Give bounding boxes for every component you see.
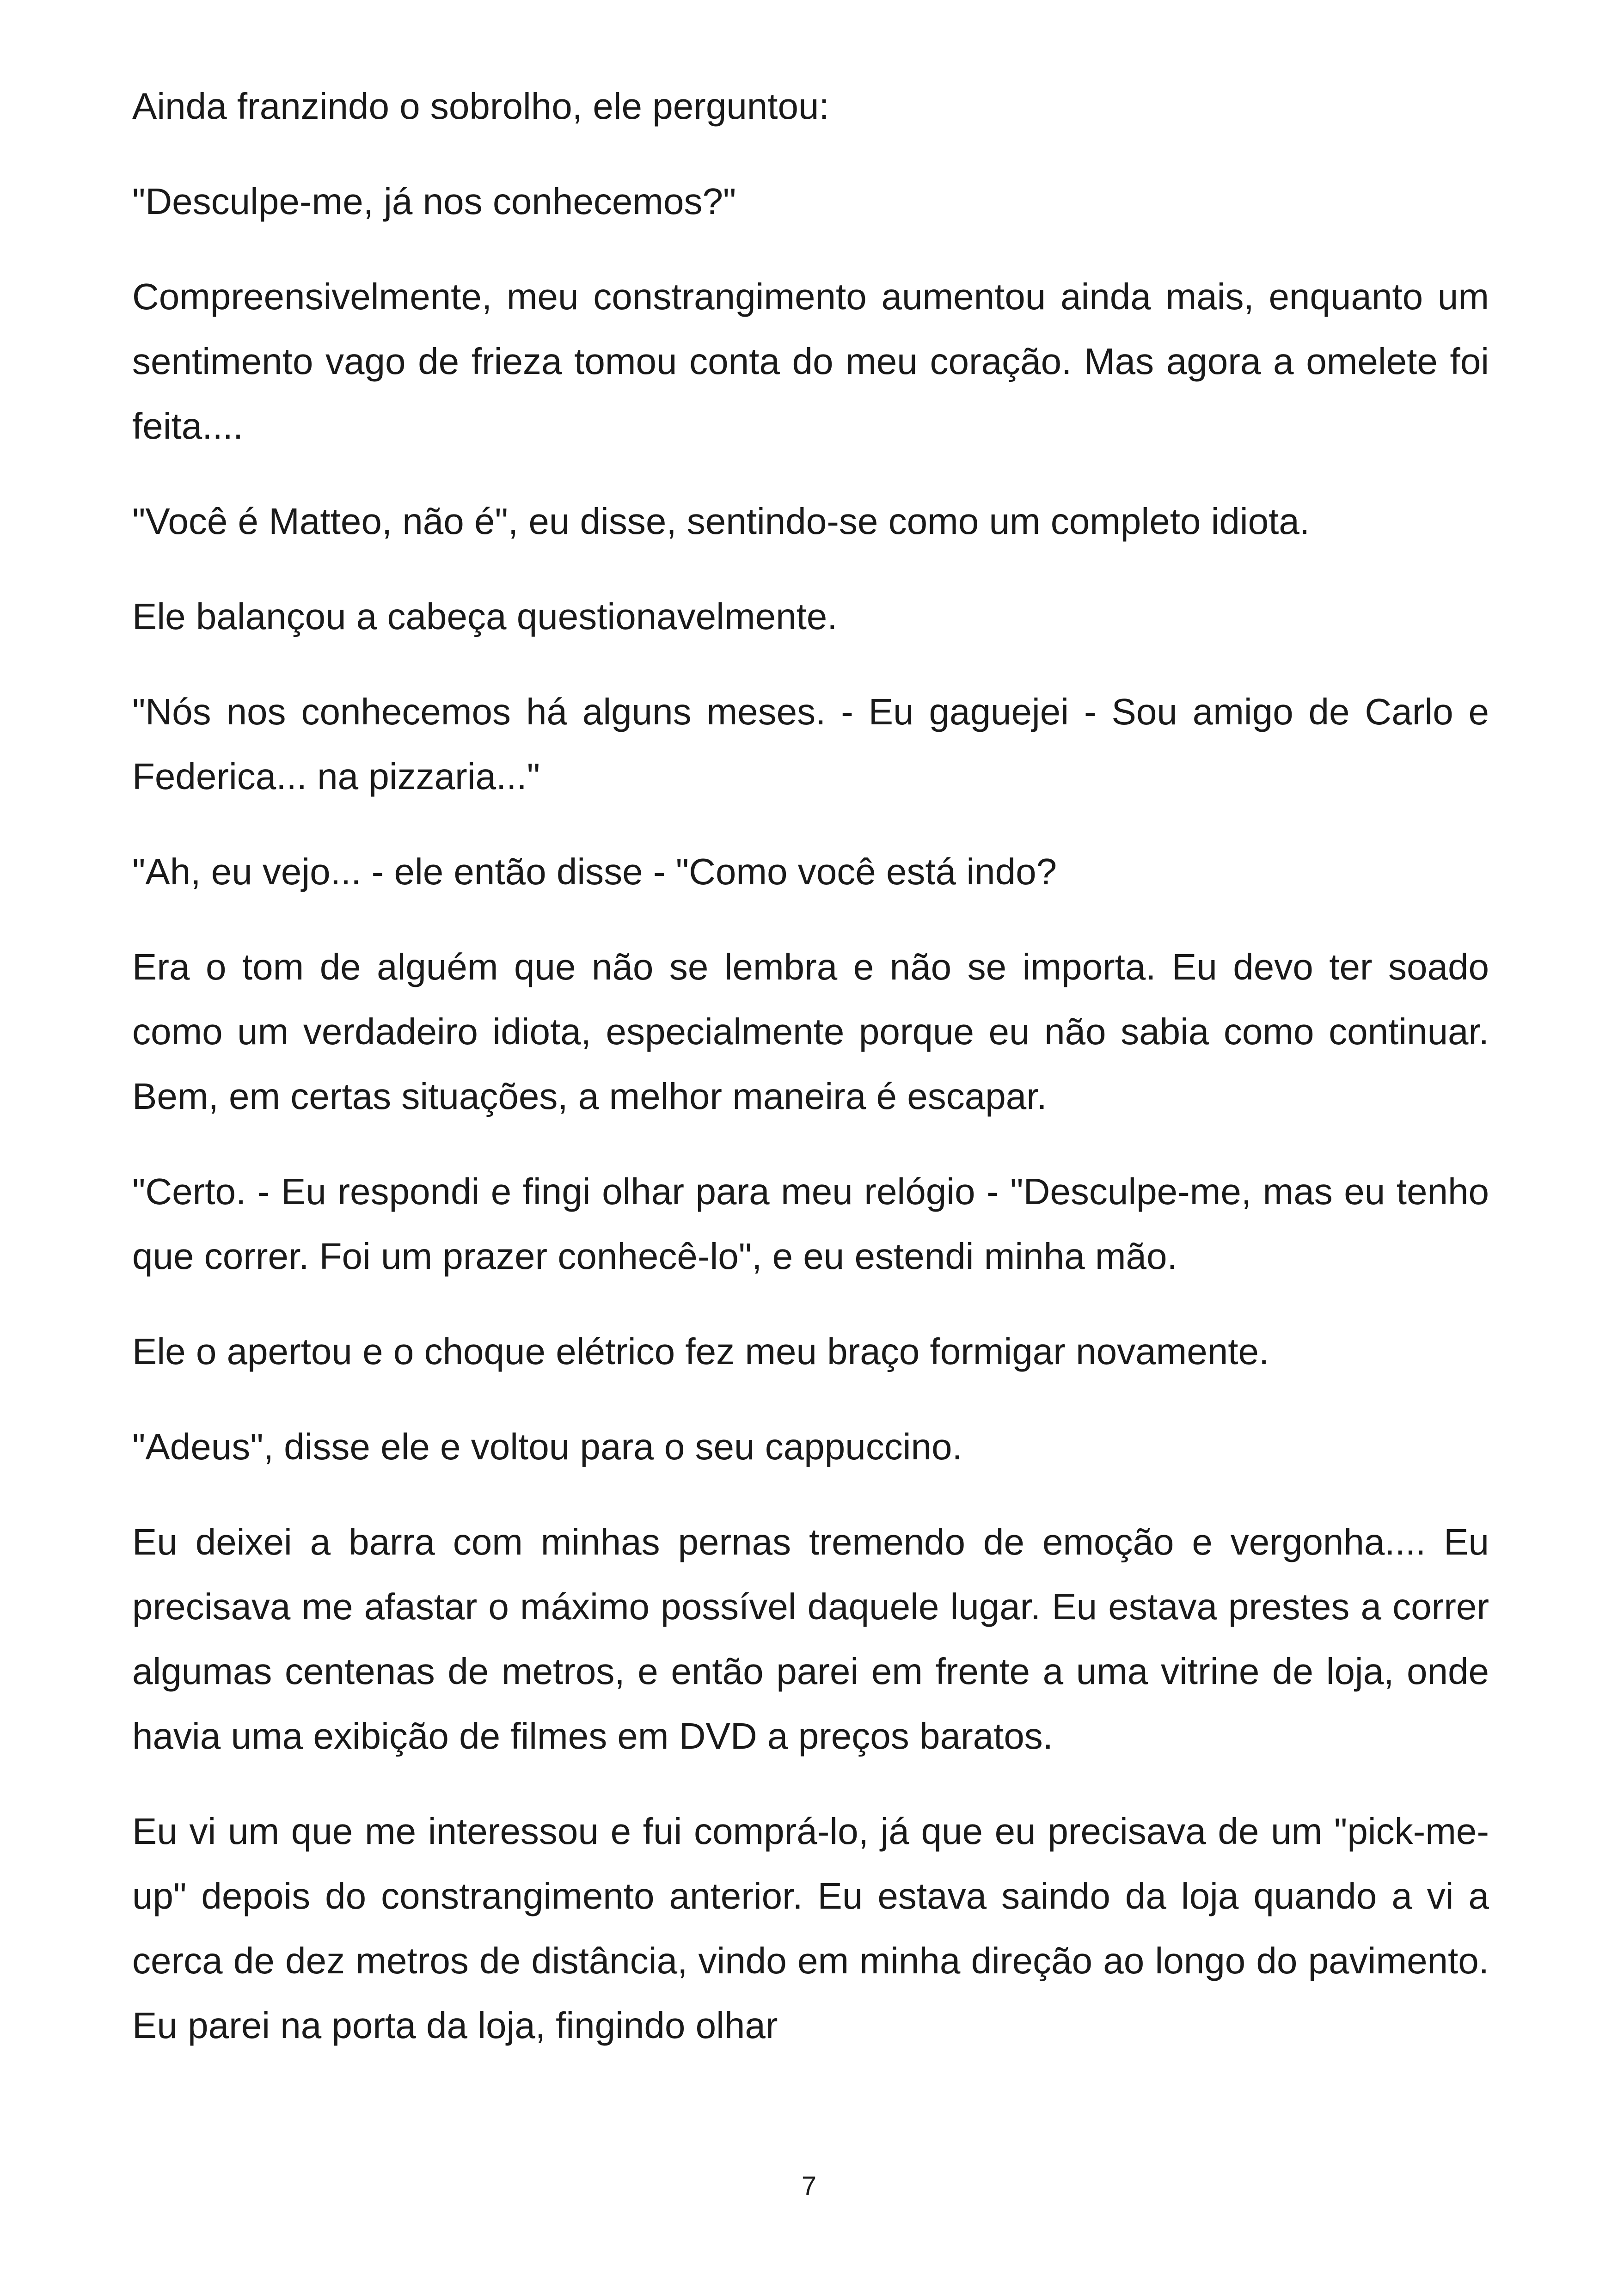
paragraph: Ele o apertou e o choque elétrico fez meu braço formigar novamente.	[132, 1331, 1269, 1372]
page-number: 7	[801, 2171, 817, 2201]
paragraph: "Você é Matteo, não é", eu disse, sentindo-se como um completo idiota.	[132, 501, 1310, 542]
paragraph: "Certo. - Eu respondi e fingi olhar para meu relógio - "Desculpe-me, mas eu tenho que correr. Foi um prazer conhecê-lo", e eu estendi minha mão.	[132, 1171, 1489, 1277]
paragraph: Ainda franzindo o sobrolho, ele perguntou:	[132, 86, 829, 127]
paragraph: Eu vi um que me interessou e fui comprá-lo, já que eu precisava de um "pick-me-up" depois do constrangimento anterior. Eu estava saindo da loja quando a vi a cerca de dez metros de distância, vindo em minha direção ao longo do pavimento. Eu parei na porta da loja, fingindo olhar	[132, 1811, 1489, 2046]
paragraph: Ele balançou a cabeça questionavelmente.	[132, 596, 838, 637]
paragraph: Era o tom de alguém que não se lembra e não se importa. Eu devo ter soado como um verdadeiro idiota, especialmente porque eu não sabia como continuar. Bem, em certas situações, a melhor maneira é escapar.	[132, 946, 1489, 1117]
paragraph: "Adeus", disse ele e voltou para o seu cappuccino.	[132, 1426, 962, 1467]
paragraph: Compreensivelmente, meu constrangimento aumentou ainda mais, enquanto um sentimento vago de frieza tomou conta do meu coração. Mas agora a omelete foi feita....	[132, 276, 1489, 447]
paragraph: "Desculpe-me, já nos conhecemos?"	[132, 181, 736, 222]
body-text	[132, 74, 1489, 2088]
paragraph: "Nós nos conhecemos há alguns meses. - Eu gaguejei - Sou amigo de Carlo e Federica... na pizzaria..."	[132, 691, 1489, 797]
paragraph: "Ah, eu vejo... - ele então disse - "Como você está indo?	[132, 851, 1057, 892]
paragraph: Eu deixei a barra com minhas pernas tremendo de emoção e vergonha.... Eu precisava me afastar o máximo possível daquele lugar. Eu estava prestes a correr algumas centenas de metros, e então parei em frente a uma vitrine de loja, onde havia uma exibição de filmes em DVD a preços baratos.	[132, 1521, 1489, 1757]
